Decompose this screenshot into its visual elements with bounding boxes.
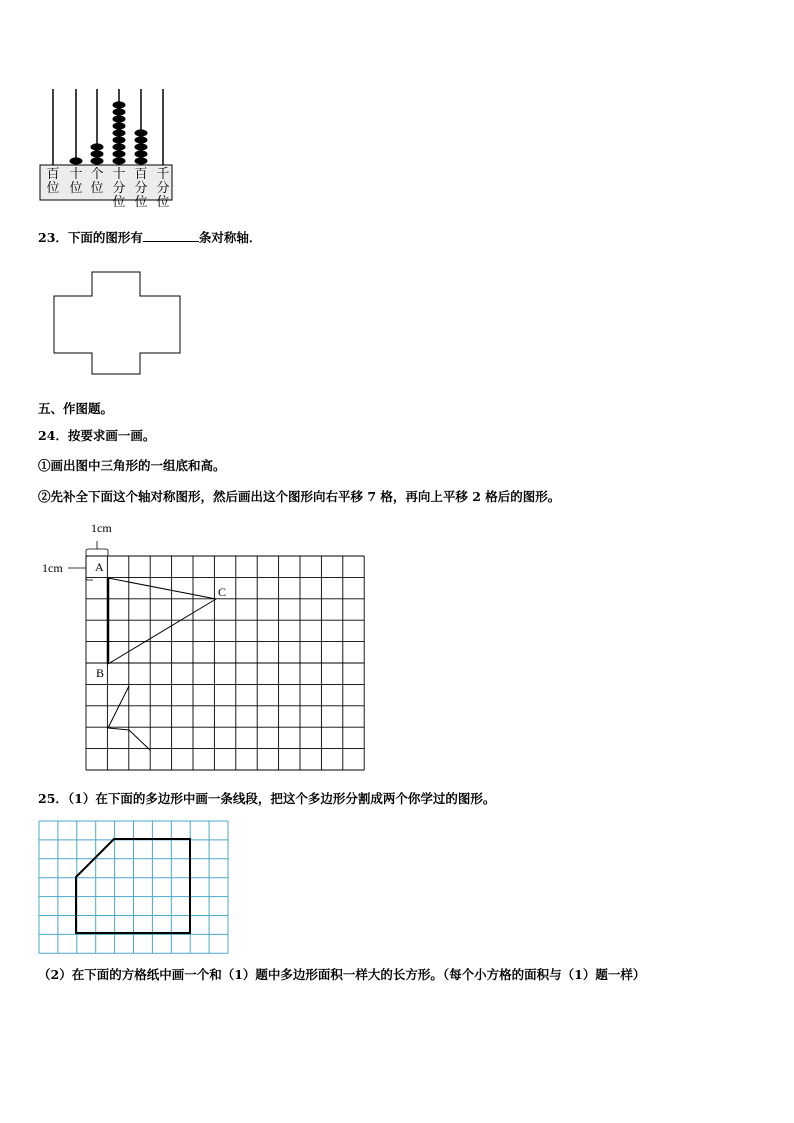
abacus-label-ones: 个位 xyxy=(90,167,104,196)
point-label-b: B xyxy=(96,666,105,680)
question-24-item-1: ①画出图中三角形的一组底和高。 xyxy=(38,458,226,473)
abacus-bead xyxy=(135,129,148,136)
abacus-bead xyxy=(135,136,148,143)
abacus-bead xyxy=(91,143,104,150)
grid-q24 xyxy=(60,530,375,778)
question-24-title xyxy=(38,428,155,444)
question-24-item-2: ②先补全下面这个轴对称图形，然后画出这个图形向右平移 7 格，再向上平移 2 格后的图形。 xyxy=(38,489,561,504)
abacus-label-hundredths: 百分位 xyxy=(134,167,148,210)
question-23-text-after: 条对称轴． xyxy=(198,230,262,245)
question-25-part-1: 25．（1）在下面的多边形中画一条线段，把这个多边形分割成两个你学过的图形。 xyxy=(38,791,496,806)
question-24-title-text: 按要求画一画。 xyxy=(67,428,156,443)
abacus-bead xyxy=(91,157,104,164)
abacus-bead xyxy=(135,150,148,157)
abacus-bead xyxy=(70,157,83,164)
abacus-bead xyxy=(113,101,126,108)
question-23-number: 23． xyxy=(38,230,68,245)
abacus-bead xyxy=(113,157,126,164)
unit-label-top: 1cm xyxy=(91,521,112,535)
abacus-bead xyxy=(113,143,126,150)
abacus-bead xyxy=(113,136,126,143)
segment-bc xyxy=(108,599,216,664)
grid-q25 xyxy=(38,820,230,955)
point-label-a: A xyxy=(95,560,104,574)
abacus-label-tens: 十位 xyxy=(69,167,83,196)
point-label-c: C xyxy=(218,585,227,599)
abacus-label-thousandths: 千分位 xyxy=(156,167,170,210)
abacus-label-hundreds: 百位 xyxy=(46,167,60,196)
abacus-bead xyxy=(113,115,126,122)
section-5-title: 五、作图题。 xyxy=(38,401,114,416)
cross-shape-figure xyxy=(50,270,184,378)
answer-blank[interactable] xyxy=(143,229,199,242)
abacus-bead xyxy=(91,150,104,157)
abacus-labels xyxy=(36,168,178,218)
question-25-part-2: （2）在下面的方格纸中画一个和（1）题中多边形面积一样大的长方形。（每个小方格的面积与（1）题一样） xyxy=(38,967,646,982)
abacus-bead xyxy=(113,129,126,136)
abacus-bead xyxy=(113,108,126,115)
question-23 xyxy=(38,229,261,246)
question-24-number: 24． xyxy=(38,428,68,443)
segment-ac xyxy=(108,578,216,599)
abacus-label-tenths: 十分位 xyxy=(112,167,126,210)
question-23-text-before: 下面的图形有 xyxy=(67,230,143,245)
abacus-bead xyxy=(113,122,126,129)
abacus-bead xyxy=(135,157,148,164)
abacus-bead xyxy=(135,143,148,150)
unit-label-left: 1cm xyxy=(42,561,63,575)
abacus-bead xyxy=(113,150,126,157)
